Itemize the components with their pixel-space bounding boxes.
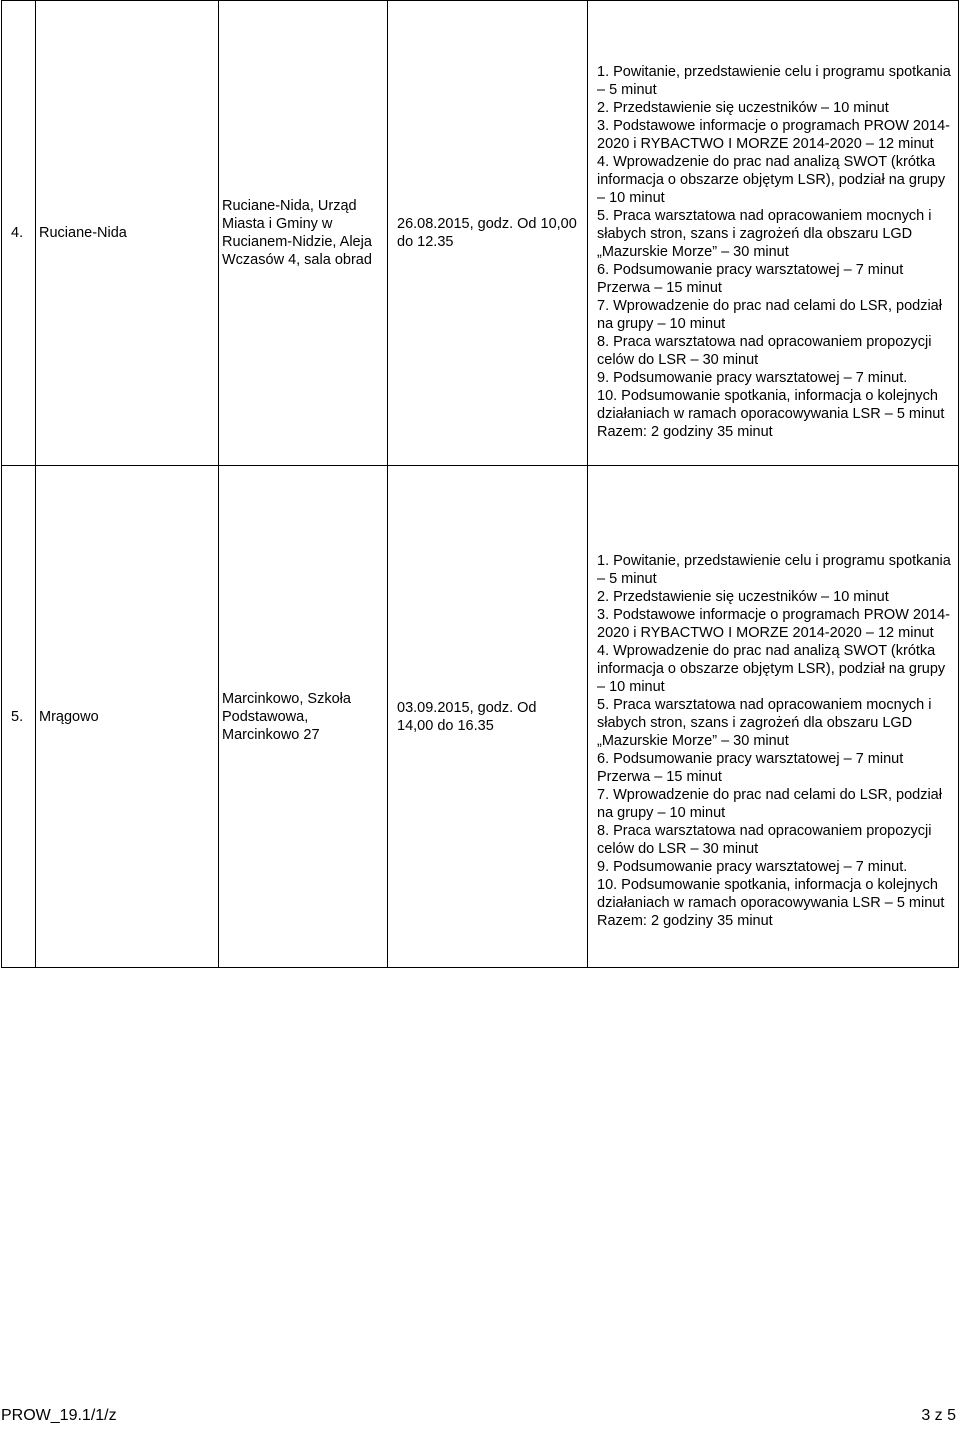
agenda-item: 5. Praca warsztatowa nad opracowaniem mocnych i słabych stron, szans i zagrożeń dla obszaru LGD „Mazurskie Morze” – 30 minut <box>597 697 932 749</box>
place-line: Rucianem-Nidzie, Aleja <box>222 234 372 250</box>
place-line: Miasta i Gminy w <box>222 216 333 232</box>
agenda-item: 4. Wprowadzenie do prac nad analizą SWOT (krótka informacja o obszarze objętym LSR), podział na grupy – 10 minut <box>597 153 946 206</box>
agenda-total: Razem: 2 godziny 35 minut <box>597 913 773 929</box>
table-row <box>2 1 959 466</box>
row-number: 4. <box>2 1 36 466</box>
meeting-place <box>219 466 388 968</box>
agenda-item: 6. Podsumowanie pracy warsztatowej – 7 minut <box>597 751 904 767</box>
agenda-item: 9. Podsumowanie pracy warsztatowej – 7 minut. <box>597 859 908 875</box>
agenda-item: 4. Wprowadzenie do prac nad analizą SWOT (krótka informacja o obszarze objętym LSR), podział na grupy – 10 minut <box>597 643 946 695</box>
meeting-place <box>219 1 388 466</box>
agenda-item: 10. Podsumowanie spotkania, informacja o kolejnych działaniach w ramach oporacowywania LSR – 5 minut <box>597 877 945 911</box>
place-line: Marcinkowo 27 <box>222 726 320 743</box>
document-code: PROW_19.1/1/z <box>1 1407 117 1424</box>
place-line: Podstawowa, <box>222 708 309 725</box>
page-footer <box>0 1404 960 1428</box>
date-line: 26.08.2015, godz. Od 10,00 <box>397 216 577 232</box>
agenda-item: 7. Wprowadzenie do prac nad celami do LSR, podział na grupy – 10 minut <box>597 297 942 332</box>
agenda-item: 3. Podstawowe informacje o programach PROW 2014-2020 i RYBACTWO I MORZE 2014-2020 – 12 minut <box>597 117 950 152</box>
agenda-item: 9. Podsumowanie pracy warsztatowej – 7 minut. <box>597 369 908 386</box>
agenda-item: 3. Podstawowe informacje o programach PROW 2014-2020 i RYBACTWO I MORZE 2014-2020 – 12 minut <box>597 607 950 641</box>
gmina-name: Ruciane-Nida <box>36 1 219 466</box>
agenda-item: Przerwa – 15 minut <box>597 279 722 296</box>
date-line: 03.09.2015, godz. Od <box>397 699 537 716</box>
agenda-item: 1. Powitanie, przedstawienie celu i programu spotkania – 5 minut <box>597 63 951 98</box>
schedule-table <box>1 0 959 968</box>
agenda-item: 5. Praca warsztatowa nad opracowaniem mocnych i słabych stron, szans i zagrożeń dla obszaru LGD „Mazurskie Morze” – 30 minut <box>597 207 932 260</box>
agenda-total: Razem: 2 godziny 35 minut <box>597 423 773 440</box>
meeting-date <box>388 466 588 968</box>
agenda-item: 8. Praca warsztatowa nad opracowaniem propozycji celów do LSR – 30 minut <box>597 823 932 857</box>
date-line: 14,00 do 16.35 <box>397 717 494 734</box>
meeting-date <box>388 1 588 466</box>
agenda-item: 8. Praca warsztatowa nad opracowaniem propozycji celów do LSR – 30 minut <box>597 333 932 368</box>
agenda-item: 6. Podsumowanie pracy warsztatowej – 7 minut <box>597 261 904 278</box>
place-line: Ruciane-Nida, Urząd <box>222 198 357 214</box>
agenda-item: 2. Przedstawienie się uczestników – 10 minut <box>597 99 889 116</box>
agenda-item: Przerwa – 15 minut <box>597 769 722 785</box>
meeting-agenda <box>588 1 959 466</box>
row-number: 5. <box>2 466 36 968</box>
gmina-name: Mrągowo <box>36 466 219 968</box>
agenda-item: 2. Przedstawienie się uczestników – 10 minut <box>597 589 889 605</box>
agenda-item: 10. Podsumowanie spotkania, informacja o kolejnych działaniach w ramach oporacowywania LSR – 5 minut <box>597 387 945 422</box>
agenda-item: 7. Wprowadzenie do prac nad celami do LSR, podział na grupy – 10 minut <box>597 787 942 821</box>
page-number: 3 z 5 <box>921 1407 956 1424</box>
agenda-item: 1. Powitanie, przedstawienie celu i programu spotkania – 5 minut <box>597 553 951 587</box>
place-line: Marcinkowo, Szkoła <box>222 690 351 707</box>
date-line: do 12.35 <box>397 234 454 250</box>
meeting-agenda <box>588 466 959 968</box>
table-row <box>2 466 959 968</box>
place-line: Wczasów 4, sala obrad <box>222 252 372 268</box>
